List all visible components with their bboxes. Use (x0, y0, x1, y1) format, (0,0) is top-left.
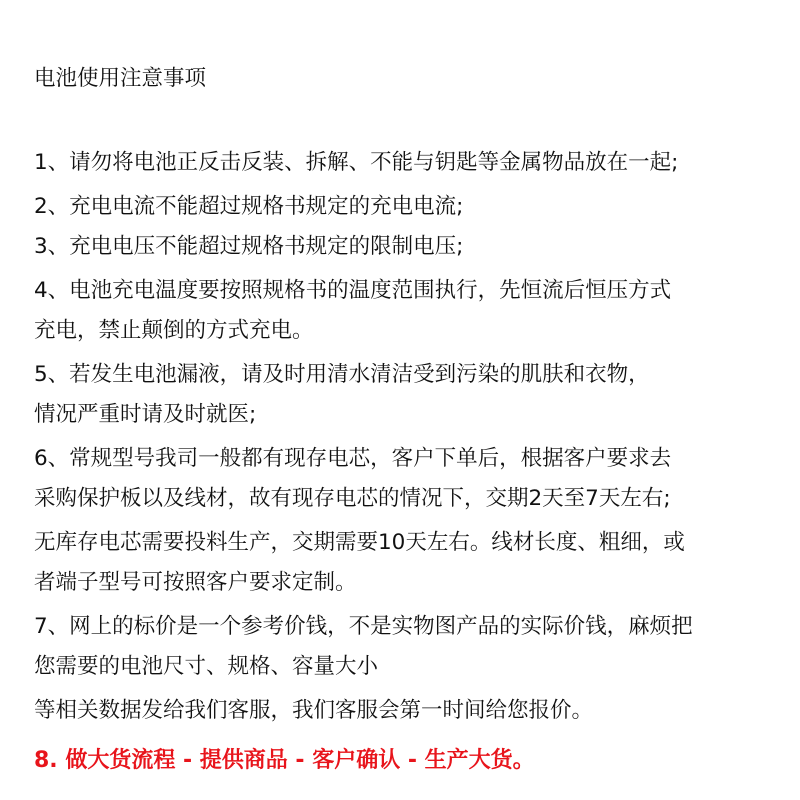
item-2: 2、充电电流不能超过规格书规定的充电电流; (34, 194, 464, 219)
item-4: 4、电池充电温度要按照规格书的温度范围执行，先恒流后恒压方式 (34, 278, 672, 303)
item-7: 7、网上的标价是一个参考价钱，不是实物图产品的实际价钱，麻烦把 (34, 614, 693, 639)
item-6-cont-3: 者端子型号可按照客户要求定制。 (34, 570, 357, 595)
item-8-highlight: 8. 做大货流程 - 提供商品 - 客户确认 - 生产大货。 (34, 748, 535, 773)
item-7-cont-1: 您需要的电池尺寸、规格、容量大小 (34, 654, 379, 679)
item-4-cont: 充电，禁止颠倒的方式充电。 (34, 318, 314, 343)
item-6-cont-2: 无库存电芯需要投料生产，交期需要10天左右。线材长度、粗细，或 (34, 530, 685, 555)
item-3: 3、充电电压不能超过规格书规定的限制电压; (34, 234, 464, 259)
item-5: 5、若发生电池漏液，请及时用清水清洁受到污染的肌肤和衣物， (34, 362, 650, 387)
item-6: 6、常规型号我司一般都有现存电芯，客户下单后，根据客户要求去 (34, 446, 672, 471)
item-6-cont-1: 采购保护板以及线材，故有现存电芯的情况下，交期2天至7天左右; (34, 486, 671, 511)
document-body (34, 0, 774, 800)
item-1: 1、请勿将电池正反击反装、拆解、不能与钥匙等金属物品放在一起; (34, 150, 679, 175)
document-title: 电池使用注意事项 (34, 66, 207, 91)
item-5-cont: 情况严重时请及时就医; (34, 402, 257, 427)
item-7-cont-2: 等相关数据发给我们客服，我们客服会第一时间给您报价。 (34, 698, 594, 723)
